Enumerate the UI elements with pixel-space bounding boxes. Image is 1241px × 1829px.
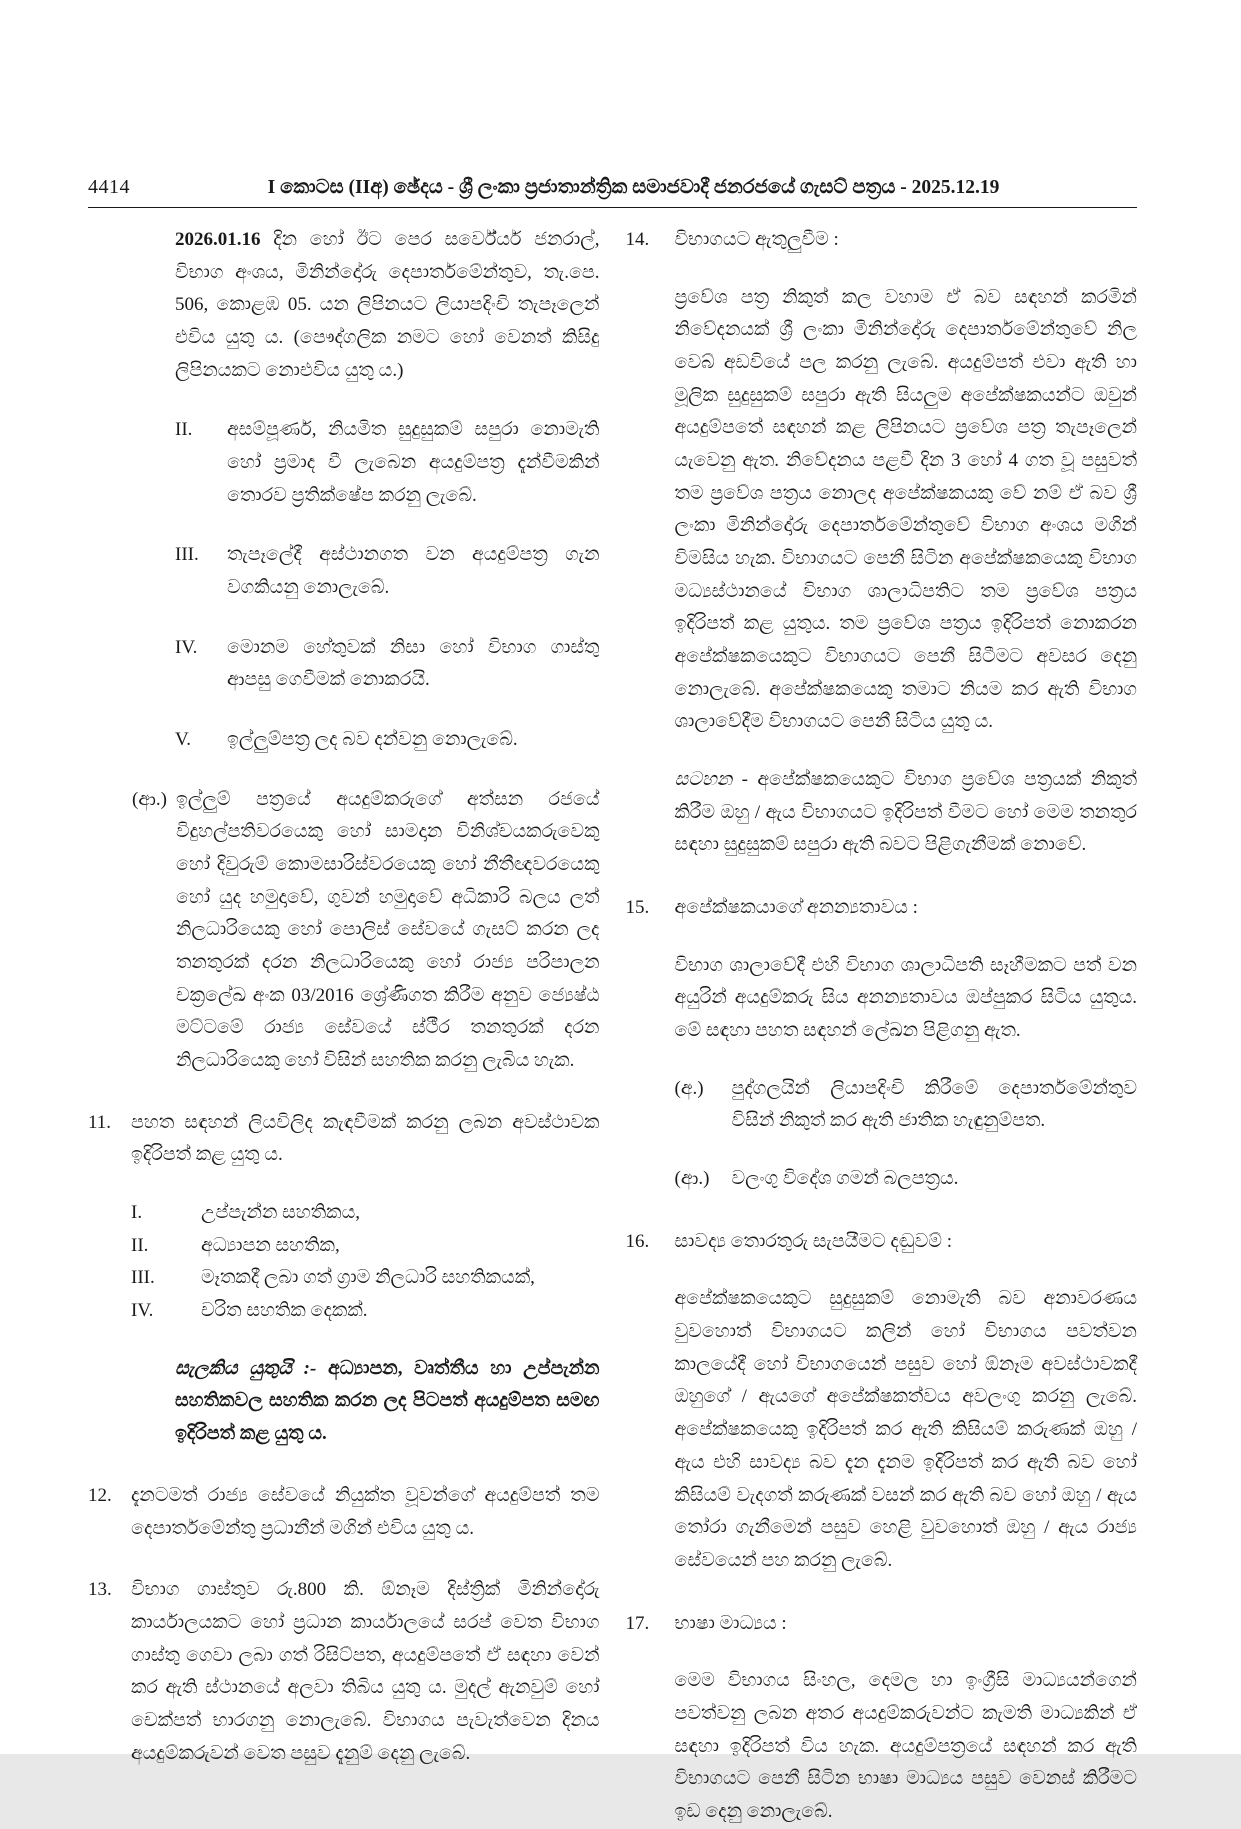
item-16-heading: සාවද්‍ය තොරතුරු සැපයීමට දඬුවම් : bbox=[674, 1230, 952, 1252]
item-13 bbox=[88, 1574, 600, 1770]
item-15 bbox=[626, 892, 1138, 1196]
item-14-paragraph: ප්‍රවේශ පත්‍ර නිකුත් කල වහාම ඒ බව සඳහන් කරමින් නිවේදනයක් ශ්‍රී ලංකා මිනින්දෝරු දෙපාර්තමේන්තුවේ නිල වෙබ් අඩවියේ පල කරනු ලැබේ. අයදුම්පත් එවා ඇති හා මූලික සුදුසුකම් සපුරා ඇති සියලුම අපේක්ෂකයන්ට ඔවුන් අයදුම්පතේ සඳහන් කළ ලිපිනයට ප්‍රවේශ පත්‍ර තැපෑලෙන් යැවෙනු ඇත. නිවේදනය පළවී දින 3 හෝ 4 ගත වූ පසුවත් තම ප්‍රවේශ පත්‍රය නොලද අපේක්ෂකයකු වේ නම් ඒ බව ශ්‍රී ලංකා මිනින්දෝරු දෙපාර්තමේන්තුවේ විභාග අංශය මගින් විමසිය හැක. විභාගයට පෙනී සිටින අපේක්ෂකයෙකු විභාග මධ්‍යස්ථානයේ විභාග ශාලාධිපතිට තම ප්‍රවේශ පත්‍රය ඉදිරිපත් කළ යුතුය. තම ප්‍රවේශ පත්‍රය ඉදිරිපත් නොකරන අපේක්ෂකයෙකුට විභාගයට පෙනී සිටීමට අවසර දෙනු නොලැබේ. අපේක්ෂකයෙකු තමාට නියම කර ඇති විභාග ශාලාවේදීම විභාගයට පෙනී සිටිය යුතු ය. bbox=[674, 286, 1137, 733]
item-11-number: 11. bbox=[88, 1111, 112, 1133]
right-column bbox=[626, 224, 1138, 1829]
document-item-i bbox=[131, 1197, 600, 1230]
signature-attestation-text: ඉල්ලුම් පත්‍රයේ අයදුම්කරුගේ අත්සන රජයේ විදුහල්පතිවරයෙකු හෝ සාමදාන විනිශ්චයකරුවෙකු හෝ දිවුරුම් කොමසාරිස්වරයෙකු හෝ නීතීඥවරයෙකු හෝ යුද හමුදාවේ, ගුවන් හමුදාවේ අධිකාරි බලය ලත් නිලධාරියෙකු හෝ පොලිස් සේවයේ ගැසට් කරන ලද තනතුරක් දරන නිලධාරියෙකු හෝ රාජ්‍ය පරිපාලන චක්‍රලේඛ අංක 03/2016 ශ්‍රේණිගත කිරීම අනුව ජ්‍යෙෂ්ඨ මට්ටමේ රාජ්‍ය සේවයේ ස්ථීර තනතුරක් දරන නිලධාරියෙකු හෝ විසින් සහතික කරනු ලැබිය හැක. bbox=[176, 788, 600, 1072]
item-16-number: 16. bbox=[625, 1230, 650, 1252]
signature-attestation-marker: (ආ.) bbox=[132, 788, 167, 810]
item-12-text: දැනටමත් රාජ්‍ය සේවයේ නියුක්ත වූවන්ගේ අයදුම්පත් තම දෙපාර්තමේන්තු ප්‍රධානීන් මගින් එවිය යුතු ය. bbox=[131, 1484, 600, 1539]
intro-paragraph bbox=[175, 224, 600, 387]
document-item-iii-label: III. bbox=[131, 1267, 155, 1289]
document-item-iv-text: චරිත සහතික දෙකක්. bbox=[201, 1300, 368, 1322]
document-item-i-text: උප්පැන්න සහතිකය, bbox=[201, 1202, 361, 1224]
gazette-header-title: I කොටස (IIඅ) ඡේදය - ශ්‍රී ලංකා ප්‍රජාතාන්ත්‍රික සමාජවාදී ජනරජයේ ගැසට් පත්‍රය - 2025.12.19 bbox=[267, 177, 1000, 198]
identity-doc-b bbox=[675, 1163, 1138, 1196]
item-15-paragraph: විභාග ශාලාවේදී එහි විභාග ශාලාධිපති සෑහීමකට පත් වන අයුරින් අයදුම්කරු සිය අනන්‍යතාවය ඔප්පුකර සිටිය යුතුය. මේ සඳහා පහත සඳහන් ලේඛන පිළිගනු ඇත. bbox=[674, 954, 1137, 1042]
page-number: 4414 bbox=[88, 176, 130, 198]
item-13-number: 13. bbox=[88, 1579, 112, 1601]
identity-doc-a bbox=[675, 1073, 1138, 1138]
identity-doc-a-text: පුද්ගලයින් ලියාපදිංචි කිරීමේ දෙපාර්තමේන්තුව විසින් නිකුත් කර ඇති ජාතික හැඳුනුම්පත. bbox=[731, 1077, 1137, 1132]
important-note-lead: සැලකිය යුතුයි :- bbox=[175, 1357, 317, 1379]
document-item-iv-label: IV. bbox=[131, 1300, 154, 1322]
item-11-text: පහත සඳහන් ලියවිලිද කැඳවීමක් කරනු ලබන අවස්ථාවක ඉදිරිපත් කළ යුතු ය. bbox=[131, 1111, 600, 1166]
item-14-note-text: අපේක්ෂකයෙකුට විභාග ප්‍රවේශ පත්‍රයක් නිකුත් කිරීම ඔහු / ඇය විභාගයට ඉදිරිපත් වීමට හෝ මෙම තනතුර සඳහා සුදුසුකම් සපුරා ඇති බවට පිළිගැනීමක් නොවේ. bbox=[674, 769, 1138, 856]
roman-item-v bbox=[175, 724, 600, 757]
important-note bbox=[175, 1353, 600, 1451]
item-13-text: විභාග ගාස්තුව රු.800 කි. ඕනෑම දිස්ත්‍රික් මිනින්දෝරු කාර්යාලයකට හෝ ප්‍රධාන කාර්යාලයේ සරප් වෙත විභාග ගාස්තු ගෙවා ලබා ගත් රිසිට්පත, අයදුම්පතේ ඒ සඳහා වෙන් කර ඇති ස්ථානයේ අලවා තිබිය යුතු ය. මුදල් ඇනවුම් හෝ චෙක්පත් භාරගනු නොලැබේ. විභාගය පැවැත්වෙන දිනය අයදුම්කරුවන් වෙත පසුව දැනුම් දෙනු ලැබේ. bbox=[131, 1579, 600, 1764]
page-header bbox=[88, 170, 1137, 205]
roman-item-iii-text: තැපෑලේදී අස්ථානගත වන අයදුම්පත්‍ර ගැන වගකියනු නොලැබේ. bbox=[227, 544, 600, 599]
document-item-iv bbox=[131, 1295, 600, 1328]
item-15-number: 15. bbox=[625, 897, 650, 919]
document-item-ii-label: II. bbox=[131, 1234, 149, 1256]
item-17-number: 17. bbox=[625, 1612, 650, 1634]
signature-attestation-item bbox=[132, 784, 600, 1078]
deadline-date: 2026.01.16 bbox=[175, 229, 261, 250]
document-item-i-label: I. bbox=[131, 1202, 143, 1224]
roman-item-v-text: ඉල්ලුම්පත්‍ර ලද බව දන්වනු නොලැබේ. bbox=[227, 729, 518, 751]
document-item-iii-text: මෑතකදී ලබා ගත් ග්‍රාම නිලධාරි සහතිකයක්, bbox=[201, 1267, 535, 1289]
item-17 bbox=[626, 1608, 1138, 1829]
roman-item-iv-label: IV. bbox=[175, 636, 198, 658]
item-14-heading: විභාගයට ඇතුලුවීම : bbox=[674, 229, 839, 250]
document-item-ii bbox=[131, 1230, 600, 1263]
item-11 bbox=[88, 1107, 600, 1328]
item-14-note bbox=[675, 764, 1138, 862]
left-column bbox=[88, 224, 600, 1829]
item-14 bbox=[626, 224, 1138, 862]
item-16 bbox=[626, 1226, 1138, 1578]
item-14-note-lead: සටහන - bbox=[674, 769, 748, 791]
document-item-iii bbox=[131, 1262, 600, 1295]
identity-doc-a-marker: (අ.) bbox=[674, 1077, 704, 1099]
content-columns bbox=[88, 224, 1137, 1829]
item-14-number: 14. bbox=[625, 229, 650, 250]
roman-item-v-label: V. bbox=[175, 729, 192, 751]
item-17-heading: භාෂා මාධ්‍යය : bbox=[674, 1612, 787, 1634]
intro-text: දින හෝ ඊට පෙර සර්වේයර් ජනරාල්, විභාග අංශය, මිනින්දෝරු දෙපාර්තමේන්තුව, තැ.පෙ. 506, කොළඹ 05. යන ලිපිනයට ලියාපදිංචි තැපෑලෙන් එවිය යුතු ය. (පෞද්ගලික නමට හෝ වෙනත් කිසිදු ලිපිනයකට නොඑවිය යුතු ය.) bbox=[175, 229, 600, 381]
header-rule bbox=[88, 207, 1137, 208]
roman-item-iii bbox=[175, 539, 600, 604]
item-12-number: 12. bbox=[88, 1484, 112, 1506]
roman-item-ii-label: II. bbox=[175, 419, 193, 441]
identity-doc-b-text: වලංගු විදේශ ගමන් බලපත්‍රය. bbox=[731, 1168, 959, 1190]
item-12 bbox=[88, 1480, 600, 1545]
roman-item-iii-label: III. bbox=[175, 544, 199, 566]
roman-item-ii-text: අසම්පූර්ණ, නියමිත සුදුසුකම් සපුරා නොමැති හෝ ප්‍රමාද වී ලැබෙන අයදුම්පත්‍ර දැන්වීමකින් තොරව ප්‍රතික්ෂේප කරනු ලැබේ. bbox=[227, 419, 600, 506]
item-15-heading: අපේක්ෂකයාගේ අනන්‍යතාවය : bbox=[674, 897, 918, 919]
document-item-ii-text: අධ්‍යාපන සහතික, bbox=[201, 1234, 340, 1256]
roman-item-iv bbox=[175, 632, 600, 697]
roman-item-iv-text: මොනම හේතුවක් නිසා හෝ විභාග ගාස්තු ආපසු ගෙවීමක් නොකරයි. bbox=[227, 636, 600, 691]
item-17-paragraph: මෙම විභාගය සිංහල, දෙමල හා ඉංග්‍රීසි මාධ්‍යයන්ගෙන් පවත්වනු ලබන අතර අයදුම්කරුවන්ට කැමති මාධ්‍යකින් ඒ සඳහා ඉදිරිපත් විය හැක. අයදුම්පත්‍රයේ සඳහන් කර ඇති විභාගයට පෙනී සිටින භාෂා මාධ්‍යය පසුව වෙනස් කිරීමට ඉඩ දෙනු නොලැබේ. bbox=[674, 1670, 1137, 1822]
identity-doc-b-marker: (ආ.) bbox=[674, 1168, 710, 1190]
roman-item-ii bbox=[175, 414, 600, 512]
item-11-document-list bbox=[131, 1197, 600, 1328]
important-note-text: අධ්‍යාපන, වෘත්තීය හා උප්පැන්න සහතිකවල සහතික කරන ලද පිටපත් අයදුම්පත සමඟ ඉදිරිපත් කළ යුතු ය. bbox=[175, 1357, 600, 1445]
item-16-paragraph: අපේක්ෂකයෙකුට සුදුසුකම් නොමැති බව අනාවරණය වුවහොත් විභාගයට කලින් හෝ විභාගය පවත්වන කාලයේදී හෝ විභාගයෙන් පසුව හෝ ඕනෑම අවස්ථාවකදී ඔහුගේ / ඇයගේ අපේක්ෂකත්වය අවලංගු කරනු ලැබේ. අපේක්ෂකයෙකු ඉදිරිපත් කර ඇති කිසියම් කරුණක් ඔහු / ඇය එහි සාවද්‍ය බව දැන දැනම ඉදිරිපත් කර ඇති බව හෝ කිසියම් වැදගත් කරුණක් වසන් කර ඇති බව හෝ ඔහු / ඇය තෝරා ගැනීමෙන් පසුව හෙළි වුවහොත් ඔහු / ඇය රාජ්‍ය සේවයෙන් පහ කරනු ලැබේ. bbox=[674, 1288, 1137, 1571]
